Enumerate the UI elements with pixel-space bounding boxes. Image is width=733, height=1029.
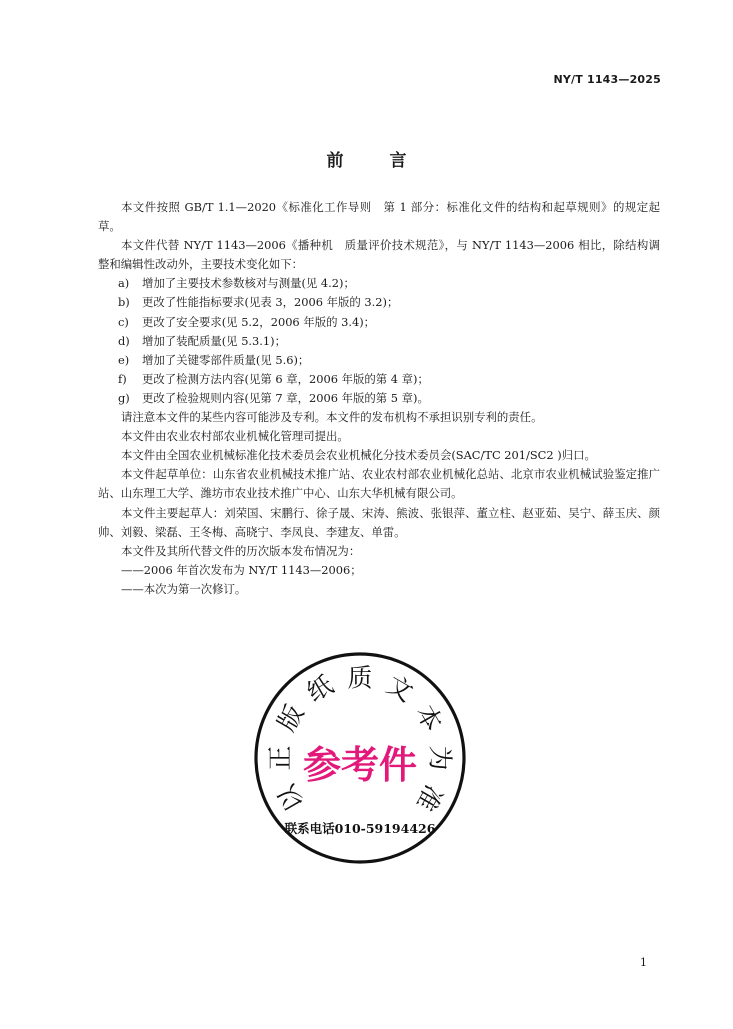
foreword-body: [98, 198, 660, 599]
stamp-arc-char: 以: [271, 779, 310, 817]
list-item-text: 增加了装配质量(见 5.3.1)；: [142, 333, 287, 348]
stamp-arc-char: 文: [381, 669, 419, 708]
paragraph-committee: 本文件由全国农业机械标准化技术委员会农业机械化分技术委员会(SAC/TC 201/SC2 )归口。: [121, 448, 596, 463]
list-item-text: 更改了检验规则内容(见第 7 章，2006 年版的第 5 章)。: [142, 390, 429, 405]
paragraph-replacement: 本文件代替 NY/T 1143—2006《播种机 质量评价技术规范》，与 NY/T 1143—2006 相比，除结构调整和编辑性改动外，主要技术变化如下：: [98, 238, 660, 272]
list-item: [98, 313, 660, 332]
paragraph-drafting-rules: 本文件按照 GB/T 1.1—2020《标准化工作导则 第 1 部分：标准化文件的结构和起草规则》的规定起草。: [98, 200, 660, 234]
stamp-arc-char: 纸: [301, 669, 339, 708]
history-item: ——2006 年首次发布为 NY/T 1143—2006；: [121, 562, 362, 577]
paragraph-drafting-units: 本文件起草单位：山东省农业机械技术推广站、农业农村部农业机械化总站、北京市农业机械试验鉴定推广站、山东理工大学、潍坊市农业技术推广中心、山东大华机械有限公司。: [98, 467, 660, 501]
list-item-label: f): [118, 371, 127, 386]
stamp-phone: 联系电话010-59194426: [284, 821, 436, 836]
document-code: NY/T 1143—2025: [553, 73, 661, 86]
paragraph-drafters: 本文件主要起草人：刘荣国、宋鹏行、徐子晟、宋涛、熊波、张银萍、董立柱、赵亚茹、吴宁、薛玉庆、颜帅、刘毅、梁磊、王冬梅、高晓宁、李凤良、李建友、单雷。: [98, 505, 660, 539]
list-item-text: 更改了检测方法内容(见第 6 章，2006 年版的第 4 章)；: [142, 371, 429, 386]
list-item: [98, 274, 660, 293]
list-item-label: b): [118, 295, 130, 310]
list-item-text: 增加了关键零部件质量(见 5.6)；: [142, 352, 310, 367]
stamp-arc-char: 本: [410, 699, 449, 737]
stamp-arc-text: [266, 664, 455, 817]
stamp-arc-char: 质: [347, 663, 373, 693]
paragraph-history: 本文件及其所代替文件的历次版本发布情况为：: [121, 543, 361, 558]
list-item-text: 更改了安全要求(见 5.2，2006 年版的 3.4)；: [142, 314, 376, 329]
list-item: [98, 389, 660, 408]
list-item: [98, 293, 660, 312]
list-item-text: 更改了性能指标要求(见表 3，2006 年版的 3.2)；: [142, 295, 399, 310]
list-item-text: 增加了主要技术参数核对与测量(见 4.2)；: [142, 276, 355, 291]
history-item: ——本次为第一次修订。: [121, 581, 247, 596]
paragraph-proposer: 本文件由农业农村部农业机械化管理司提出。: [121, 429, 349, 444]
list-item-label: c): [118, 314, 129, 329]
reference-copy-stamp: [252, 650, 468, 866]
stamp-arc-char: 正: [265, 745, 295, 771]
list-item-label: e): [118, 352, 130, 367]
list-item-label: a): [118, 276, 130, 291]
stamp-arc-char: 版: [271, 699, 310, 737]
list-item: [98, 370, 660, 389]
page-title: 前 言: [326, 151, 427, 171]
page-number: 1: [640, 956, 647, 969]
list-item: [98, 332, 660, 351]
paragraph-patent: 请注意本文件的某些内容可能涉及专利。本文件的发布机构不承担识别专利的责任。: [121, 410, 543, 425]
list-item-label: d): [118, 333, 130, 348]
stamp-center-text: 参考件: [302, 743, 418, 787]
list-item-label: g): [118, 390, 130, 405]
stamp-arc-char: 为: [425, 745, 455, 771]
stamp-arc-char: 准: [410, 779, 449, 817]
list-item: [98, 351, 660, 370]
change-list: [98, 274, 660, 408]
